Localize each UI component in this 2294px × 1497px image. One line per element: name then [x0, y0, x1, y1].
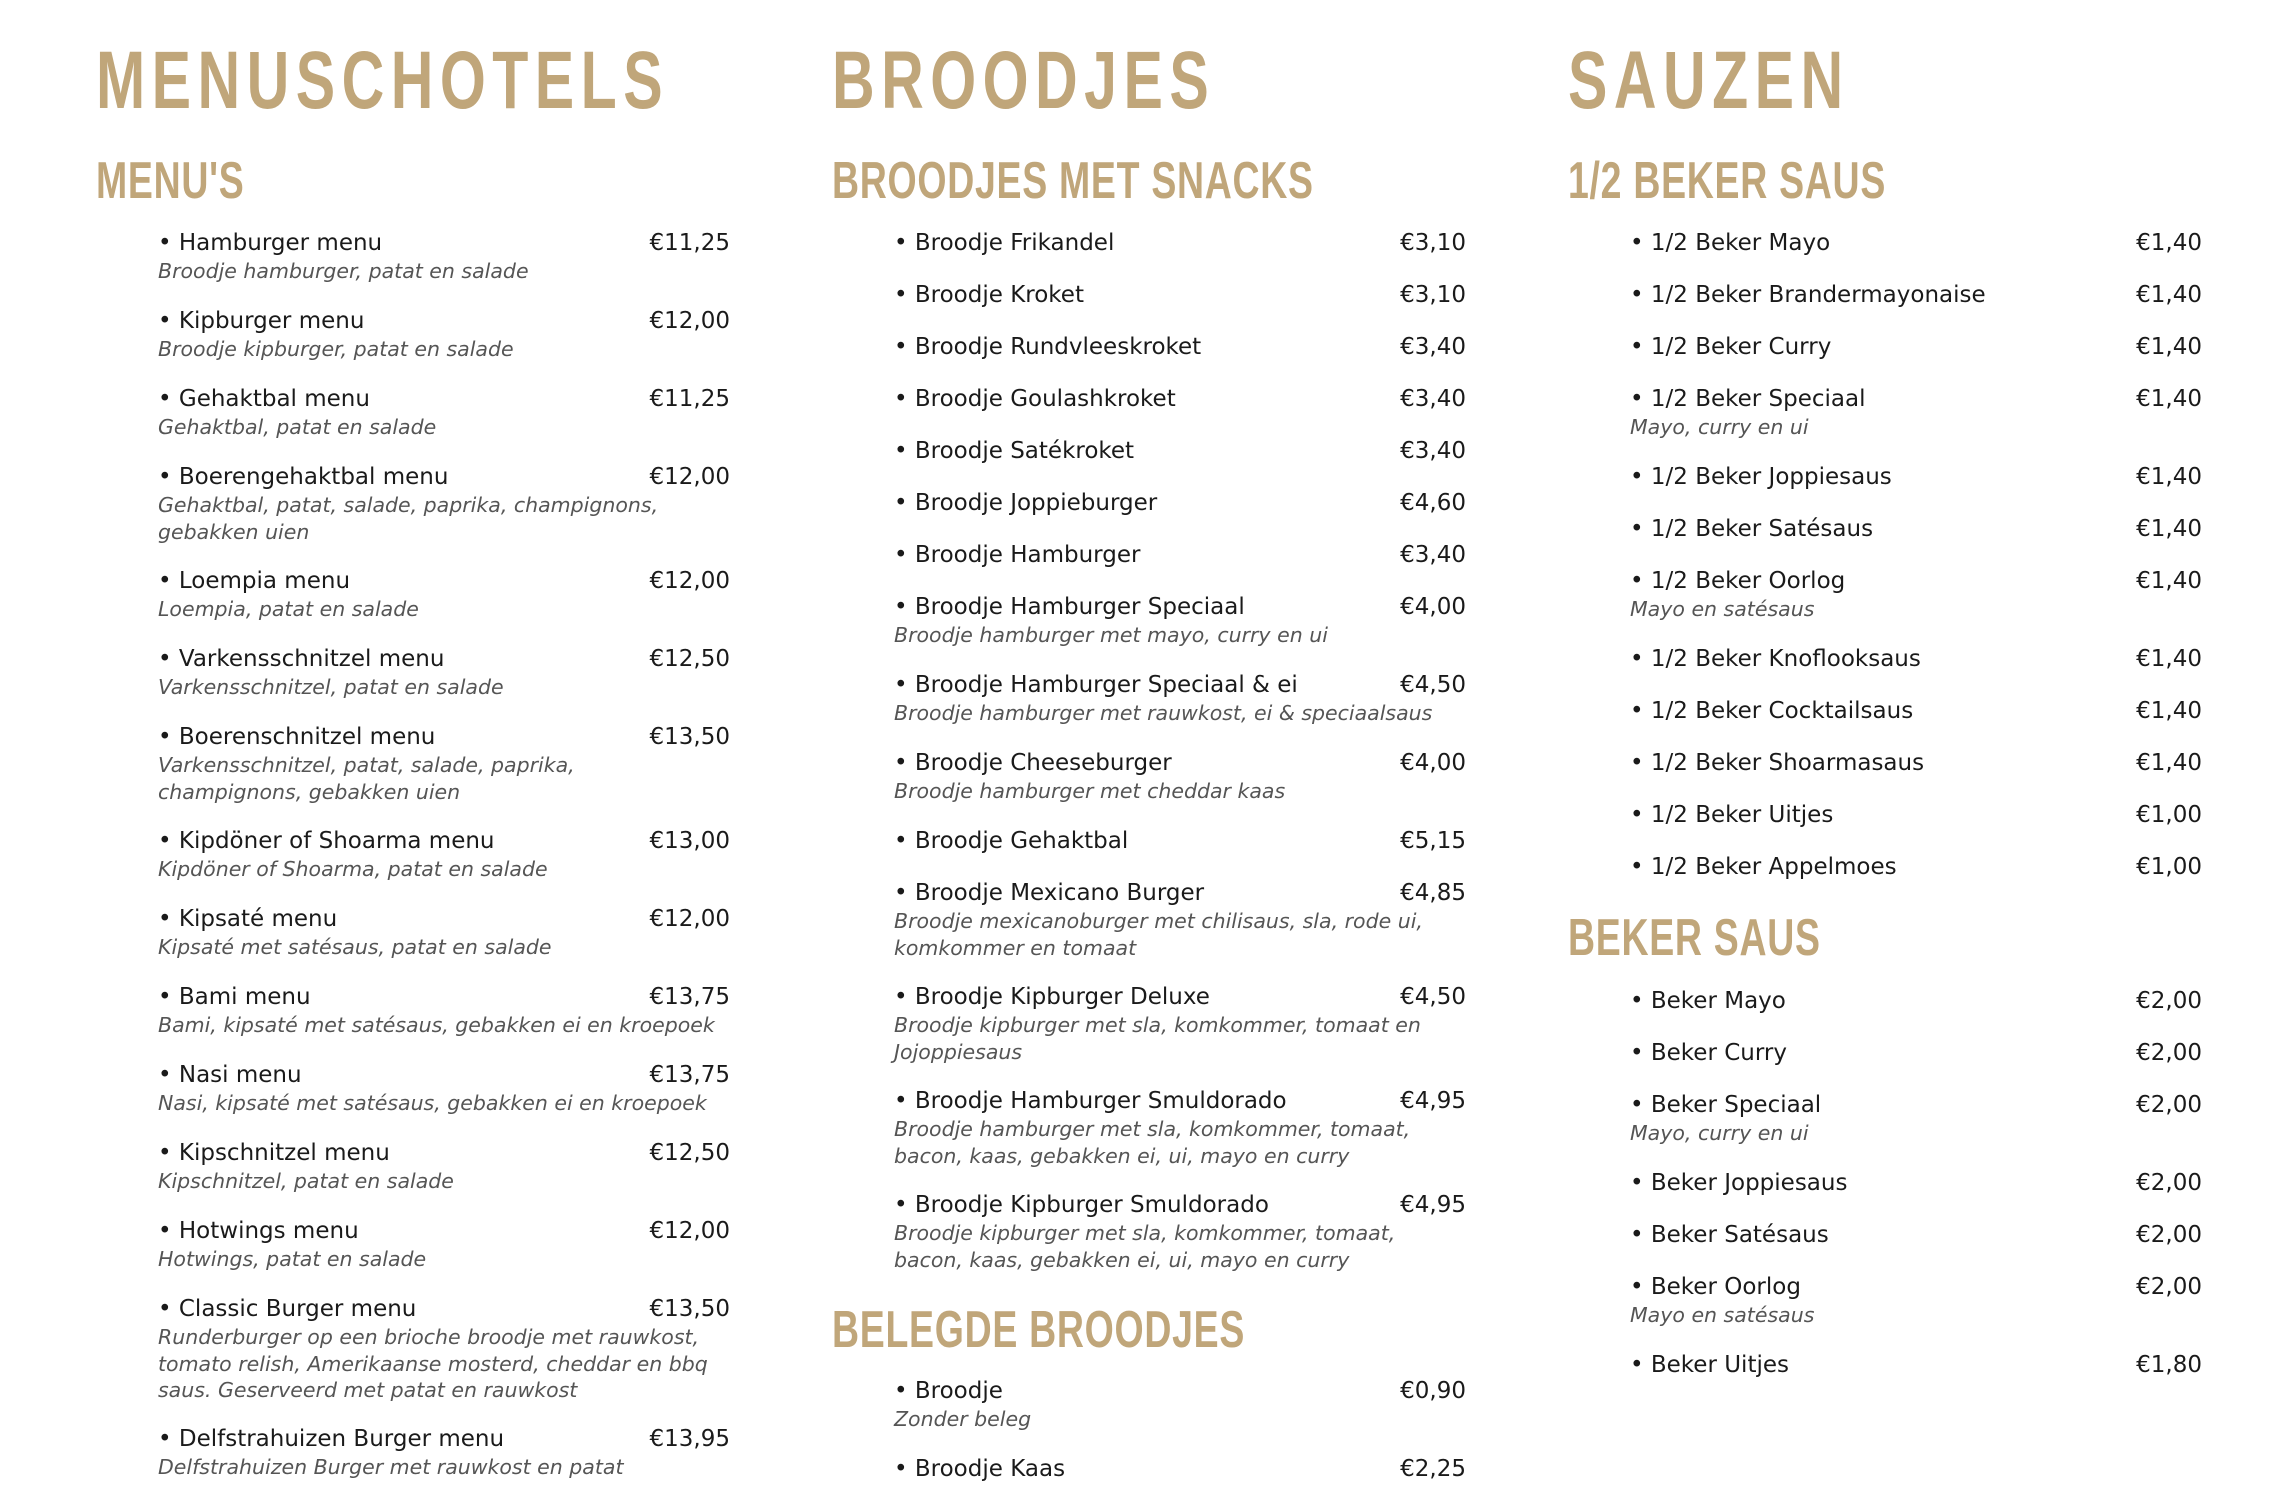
- menu-item-name: • Broodje Rundvleeskroket: [894, 334, 1202, 360]
- menu-item-name: • Broodje Gehaktbal: [894, 828, 1129, 854]
- menu-item-name: • 1/2 Beker Shoarmasaus: [1630, 750, 1925, 776]
- menu-item-name: • Hamburger menu: [158, 230, 383, 256]
- menu-item-price: €4,60: [1400, 490, 1466, 516]
- menu-item-name: • Boerengehaktbal menu: [158, 464, 449, 490]
- menu-item-description: Mayo en satésaus: [1630, 597, 1815, 621]
- menu-item-name: • Broodje Kipburger Smuldorado: [894, 1192, 1269, 1218]
- menu-item-price: €4,50: [1400, 672, 1466, 698]
- menu-item-price: €12,50: [649, 646, 730, 672]
- section-title: MENU'S: [96, 152, 245, 210]
- menu-item-price: €4,00: [1400, 750, 1466, 776]
- menu-item-price: €3,10: [1400, 282, 1466, 308]
- menu-item-price: €12,00: [649, 464, 730, 490]
- menu-item-name: • Broodje Hamburger Smuldorado: [894, 1088, 1287, 1114]
- menu-item-name: • Kipdöner of Shoarma menu: [158, 828, 495, 854]
- menu-item-description: Loempia, patat en salade: [158, 597, 419, 621]
- menu-item-price: €4,85: [1400, 880, 1466, 906]
- menu-item-name: • Broodje Joppieburger: [894, 490, 1158, 516]
- menu-item-description: Runderburger op een brioche broodje met rauwkost, tomato relish, Amerikaanse mosterd, cheddar en bbq saus. Geserveerd met patat en rauwkost: [158, 1325, 708, 1402]
- menu-item-name: • Broodje Satékroket: [894, 438, 1135, 464]
- menu-item-description: Kipschnitzel, patat en salade: [158, 1169, 454, 1193]
- menu-item-name: • Broodje Kaas: [894, 1456, 1066, 1482]
- menu-item-price: €11,25: [649, 230, 730, 256]
- menu-item-name: • Broodje Cheeseburger: [894, 750, 1172, 776]
- menu-item-name: • Classic Burger menu: [158, 1296, 417, 1322]
- menu-item-price: €1,40: [2136, 282, 2202, 308]
- menu-item-name: • 1/2 Beker Oorlog: [1630, 568, 1846, 594]
- menu-item-price: €12,00: [649, 906, 730, 932]
- menu-item-price: €1,00: [2136, 854, 2202, 880]
- section-title: 1/2 BEKER SAUS: [1568, 152, 1887, 210]
- menu-item-description: Zonder beleg: [894, 1407, 1032, 1431]
- menu-item-description: Mayo, curry en ui: [1630, 1121, 1809, 1145]
- menu-item-price: €12,50: [649, 1140, 730, 1166]
- menu-item-price: €1,40: [2136, 516, 2202, 542]
- menu-item-description: Broodje kipburger met sla, komkommer, tomaat en Jojoppiesaus: [894, 1013, 1421, 1064]
- menu-item-price: €13,00: [649, 828, 730, 854]
- menu-item-name: • 1/2 Beker Curry: [1630, 334, 1832, 360]
- menu-item-price: €3,40: [1400, 438, 1466, 464]
- menu-item-name: • Hotwings menu: [158, 1218, 359, 1244]
- menu-item-name: • Beker Oorlog: [1630, 1274, 1801, 1300]
- menu-item-name: • Kipschnitzel menu: [158, 1140, 390, 1166]
- menu-item-price: €4,50: [1400, 984, 1466, 1010]
- section-title: BELEGDE BROODJES: [832, 1301, 1246, 1359]
- menu-item-description: Broodje hamburger met mayo, curry en ui: [894, 623, 1328, 647]
- menu-item-name: • Broodje Kroket: [894, 282, 1084, 308]
- menu-item-description: Broodje hamburger met cheddar kaas: [894, 779, 1286, 803]
- menu-item-name: • 1/2 Beker Brandermayonaise: [1630, 282, 1986, 308]
- menu-item-name: • Beker Mayo: [1630, 988, 1786, 1014]
- menu-item-description: Varkensschnitzel, patat, salade, paprika, champignons, gebakken uien: [158, 753, 575, 804]
- menu-item-name: • Beker Satésaus: [1630, 1222, 1829, 1248]
- menu-item-price: €2,00: [2136, 1222, 2202, 1248]
- menu-item-description: Nasi, kipsaté met satésaus, gebakken ei en kroepoek: [158, 1091, 707, 1115]
- menu-item-description: Varkensschnitzel, patat en salade: [158, 675, 504, 699]
- menu-item-name: • Broodje Hamburger: [894, 542, 1141, 568]
- menu-item-description: Mayo en satésaus: [1630, 1303, 1815, 1327]
- menu-item-price: €1,40: [2136, 568, 2202, 594]
- menu-item-name: • Bami menu: [158, 984, 311, 1010]
- menu-item-name: • Broodje Hamburger Speciaal: [894, 594, 1245, 620]
- menu-item-description: Broodje hamburger met rauwkost, ei & speciaalsaus: [894, 701, 1433, 725]
- menu-item-description: Gehaktbal, patat en salade: [158, 415, 437, 439]
- menu-item-price: €11,25: [649, 386, 730, 412]
- menu-item-name: • 1/2 Beker Mayo: [1630, 230, 1831, 256]
- menu-item-price: €2,00: [2136, 1040, 2202, 1066]
- menu-item-description: Mayo, curry en ui: [1630, 415, 1809, 439]
- menu-item-name: • Broodje Kipburger Deluxe: [894, 984, 1210, 1010]
- menu-item-price: €3,10: [1400, 230, 1466, 256]
- menu-item-price: €1,40: [2136, 750, 2202, 776]
- menu-item-description: Broodje hamburger met sla, komkommer, tomaat, bacon, kaas, gebakken ei, ui, mayo en curry: [894, 1117, 1411, 1168]
- menu-item-name: • 1/2 Beker Cocktailsaus: [1630, 698, 1914, 724]
- menu-item-name: • Broodje Mexicano Burger: [894, 880, 1205, 906]
- menu-item-price: €2,00: [2136, 988, 2202, 1014]
- menu-item-description: Broodje hamburger, patat en salade: [158, 259, 529, 283]
- menu-item-name: • Broodje Goulashkroket: [894, 386, 1176, 412]
- menu-item-name: • Broodje: [894, 1378, 1003, 1404]
- column-title: BROODJES: [832, 35, 1216, 126]
- menu-item-price: €13,75: [649, 1062, 730, 1088]
- menu-item-price: €4,95: [1400, 1088, 1466, 1114]
- menu-item-price: €12,00: [649, 308, 730, 334]
- menu-item-name: • 1/2 Beker Knoflooksaus: [1630, 646, 1921, 672]
- menu-item-name: • Broodje Hamburger Speciaal & ei: [894, 672, 1298, 698]
- menu-item-price: €13,50: [649, 724, 730, 750]
- menu-item-description: Broodje mexicanoburger met chilisaus, sla, rode ui, komkommer en tomaat: [894, 909, 1423, 960]
- menu-item-description: Kipdöner of Shoarma, patat en salade: [158, 857, 548, 881]
- menu-item-price: €2,00: [2136, 1170, 2202, 1196]
- menu-item-name: • Beker Joppiesaus: [1630, 1170, 1848, 1196]
- menu-item-name: • Broodje Frikandel: [894, 230, 1115, 256]
- menu-item-price: €3,40: [1400, 542, 1466, 568]
- menu-item-price: €4,95: [1400, 1192, 1466, 1218]
- menu-item-price: €1,00: [2136, 802, 2202, 828]
- menu-item-description: Kipsaté met satésaus, patat en salade: [158, 935, 552, 959]
- menu-item-price: €2,00: [2136, 1092, 2202, 1118]
- menu-item-name: • Delfstrahuizen Burger menu: [158, 1426, 505, 1452]
- menu-item-description: Delfstrahuizen Burger met rauwkost en patat: [158, 1455, 624, 1479]
- menu-item-price: €13,95: [649, 1426, 730, 1452]
- column-title: SAUZEN: [1568, 35, 1850, 126]
- menu-item-description: Hotwings, patat en salade: [158, 1247, 427, 1271]
- menu-item-price: €1,40: [2136, 646, 2202, 672]
- menu-item-price: €0,90: [1400, 1378, 1466, 1404]
- menu-item-name: • 1/2 Beker Speciaal: [1630, 386, 1866, 412]
- menu-item-name: • 1/2 Beker Uitjes: [1630, 802, 1834, 828]
- menu-item-price: €12,00: [649, 1218, 730, 1244]
- menu-item-price: €2,25: [1400, 1456, 1466, 1482]
- menu-item-price: €1,80: [2136, 1352, 2202, 1378]
- menu-item-name: • Loempia menu: [158, 568, 351, 594]
- menu-item-price: €1,40: [2136, 698, 2202, 724]
- menu-item-price: €2,00: [2136, 1274, 2202, 1300]
- menu-item-name: • Varkensschnitzel menu: [158, 646, 445, 672]
- menu-item-description: Gehaktbal, patat, salade, paprika, champignons, gebakken uien: [158, 493, 659, 544]
- menu-item-price: €1,40: [2136, 334, 2202, 360]
- menu-item-name: • Nasi menu: [158, 1062, 302, 1088]
- menu-item-price: €4,00: [1400, 594, 1466, 620]
- menu-item-price: €3,40: [1400, 334, 1466, 360]
- section-title: BEKER SAUS: [1568, 909, 1821, 967]
- menu-item-price: €12,00: [649, 568, 730, 594]
- menu-item-description: Broodje kipburger, patat en salade: [158, 337, 514, 361]
- menu-item-price: €1,40: [2136, 386, 2202, 412]
- menu-item-name: • Gehaktbal menu: [158, 386, 370, 412]
- menu-item-name: • Beker Curry: [1630, 1040, 1787, 1066]
- menu-item-name: • Beker Speciaal: [1630, 1092, 1822, 1118]
- menu-item-price: €13,50: [649, 1296, 730, 1322]
- menu-item-price: €3,40: [1400, 386, 1466, 412]
- menu-item-price: €1,40: [2136, 464, 2202, 490]
- menu-item-price: €13,75: [649, 984, 730, 1010]
- menu-item-description: Bami, kipsaté met satésaus, gebakken ei en kroepoek: [158, 1013, 715, 1037]
- menu-item-name: • Kipsaté menu: [158, 906, 338, 932]
- menu-item-name: • Kipburger menu: [158, 308, 365, 334]
- section-title: BROODJES MET SNACKS: [832, 152, 1314, 210]
- menu-item-name: • Beker Uitjes: [1630, 1352, 1789, 1378]
- menu-item-price: €5,15: [1400, 828, 1466, 854]
- column-title: MENUSCHOTELS: [96, 35, 670, 126]
- menu-item-description: Broodje kipburger met sla, komkommer, tomaat, bacon, kaas, gebakken ei, ui, mayo en curry: [894, 1221, 1396, 1272]
- menu-item-name: • 1/2 Beker Appelmoes: [1630, 854, 1897, 880]
- menu-item-price: €1,40: [2136, 230, 2202, 256]
- menu-item-name: • Boerenschnitzel menu: [158, 724, 436, 750]
- menu-item-name: • 1/2 Beker Satésaus: [1630, 516, 1874, 542]
- menu-item-name: • 1/2 Beker Joppiesaus: [1630, 464, 1892, 490]
